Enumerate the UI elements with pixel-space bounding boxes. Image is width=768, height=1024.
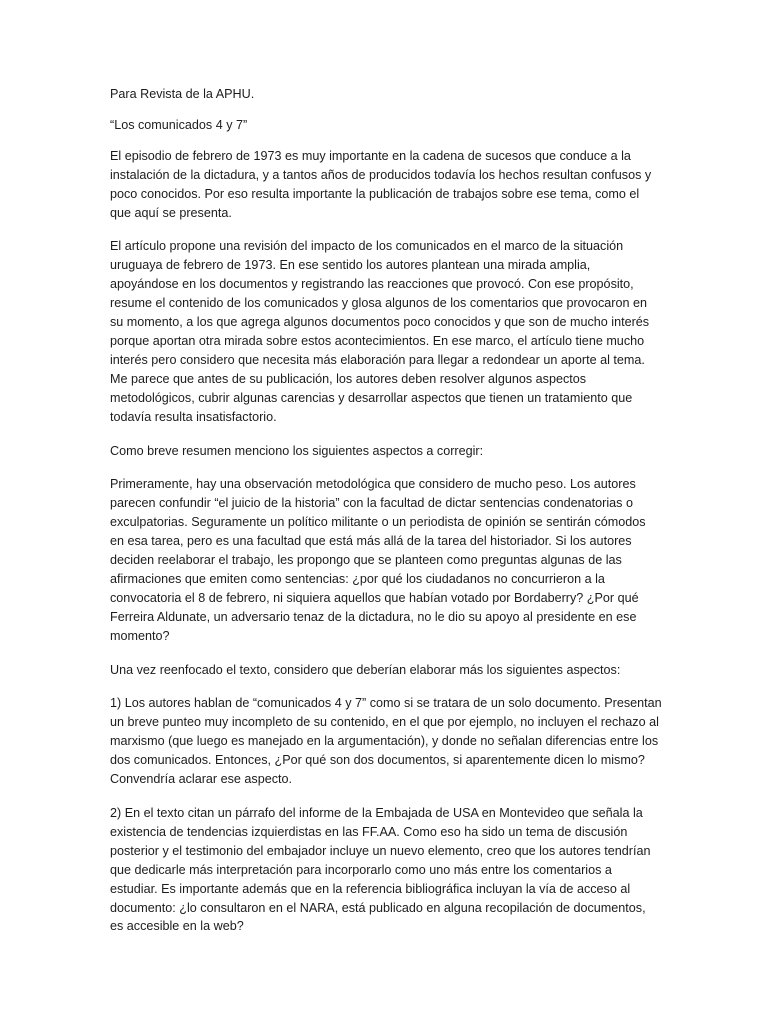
paragraph-article-summary: El artículo propone una revisión del impacto de los comunicados en el marco de la situación uruguaya de febrero de 1973. En ese sentido los autores plantean una mirada amplia, apoyándose en los documentos y registrando las reacciones que provocó. Con ese propósito, resume el contenido de los comunicados y glosa algunos de los comentarios que provocaron en su momento, a los que agrega algunos documentos poco conocidos y que son de mucho interés porque aportan otra mirada sobre estos acontecimientos. En ese marco, el artículo tiene mucho interés pero considero que necesita más elaboración para llegar a redondear un aporte al tema. Me parece que antes de su publicación, los autores deben resolver algunos aspectos metodológicos, cubrir algunas carencias y desarrollar aspectos que tienen un tratamiento que todavía resulta insatisfactorio. [110,239,650,424]
paragraph-point-1: 1) Los autores hablan de “comunicados 4 y 7” como si se tratara de un solo documento. Presentan un breve punteo muy incompleto de su contenido, en el que por ejemplo, no incluyen el rechazo al marxismo (que luego es manejado en la argumentación), y donde no señalan diferencias entre los dos comunicados. Entonces, ¿Por qué son dos documentos, si aparentemente dicen lo mismo? Convendría aclarar ese aspecto. [110,696,662,787]
paragraph-methodology: Primeramente, hay una observación metodológica que considero de mucho peso. Los autores parecen confundir “el juicio de la historia” con la facultad de dictar sentencias condenatorias o exculpatorias. Seguramente un político militante o un periodista de opinión se sentirán cómodos en esa tarea, pero es una facultad que está más allá de la tarea del historiador. Si los autores deciden reelaborar el trabajo, les propongo que se planteen como preguntas algunas de las afirmaciones que emiten como sentencias: ¿por qué los ciudadanos no concurrieron a la convocatoria el 8 de febrero, ni siquiera aquellos que habían votado por Bordaberry? ¿Por qué Ferreira Aldunate, un adversario tenaz de la dictadura, no le dio su apoyo al presidente en ese momento? [110,477,646,643]
paragraph-point-2: 2) En el texto citan un párrafo del informe de la Embajada de USA en Montevideo que señala la existencia de tendencias izquierdistas en las FF.AA. Como eso ha sido un tema de discusión posterior y el testimonio del embajador incluye un nuevo elemento, creo que los autores tendrían que dedicarle más interpretación para incorporarlo como uno más entre los comentarios a estudiar. Es importante además que en la referencia bibliográfica incluyan la vía de acceso al documento: ¿lo consultaron en el NARA, está publicado en alguna recopilación de documentos, es accesible en la web? [110,806,651,934]
paragraph-aspects-intro: Una vez reenfocado el texto, considero que deberían elaborar más los siguientes aspectos: [110,662,621,677]
paragraph-corrections-intro: Como breve resumen menciono los siguientes aspectos a corregir: [110,443,484,458]
document-addressee: Para Revista de la APHU. [110,87,255,101]
document-title: “Los comunicados 4 y 7” [110,117,248,132]
paragraph-introduction: El episodio de febrero de 1973 es muy importante en la cadena de sucesos que conduce a la instalación de la dictadura, y a tantos años de producidos todavía los hechos resultan confusos y poco conocidos. Por eso resulta importante la publicación de trabajos sobre ese tema, como el que aquí se presenta. [110,148,652,220]
document-page [110,85,662,951]
